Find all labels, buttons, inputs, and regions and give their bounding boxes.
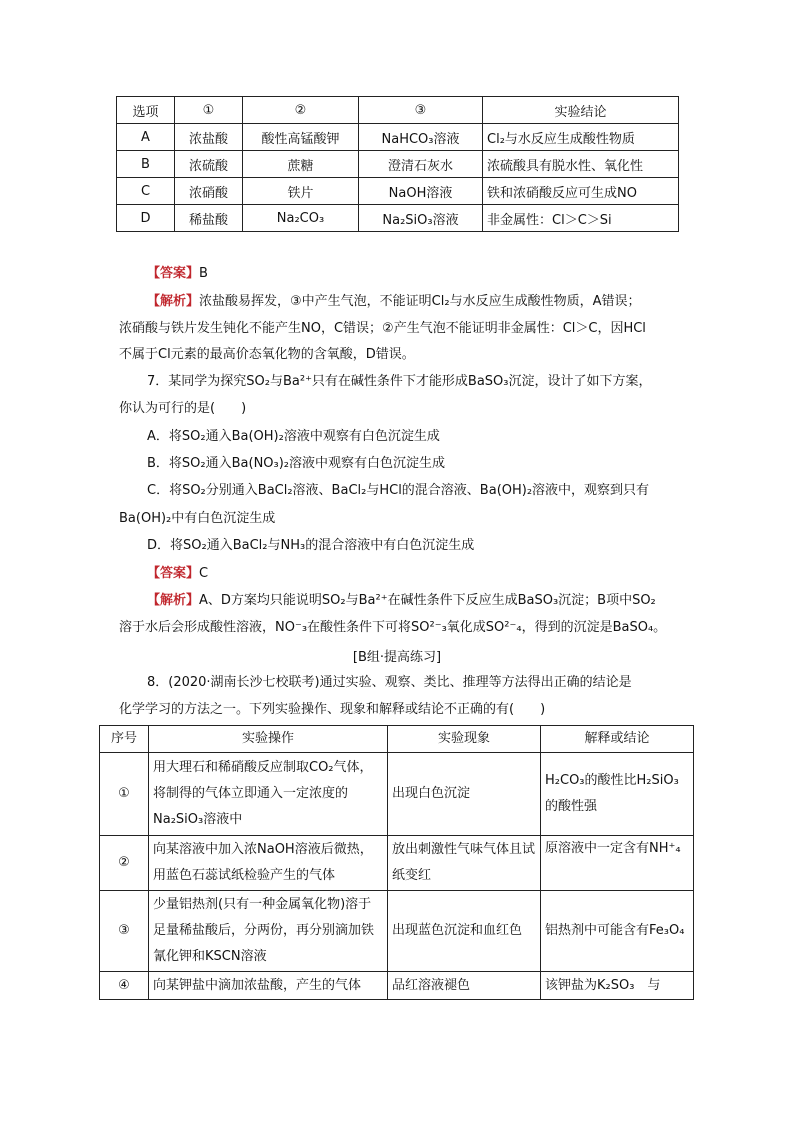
analysis-text: A、D方案均只能说明SO₂与Ba²⁺在碱性条件下反应生成BaSO₃沉淀；B项中SO₂ (199, 593, 656, 608)
analysis-line (147, 293, 640, 311)
table-row (100, 753, 694, 836)
table-cell: NaOH溶液 (359, 178, 483, 205)
table-row (117, 205, 679, 232)
table-cell: 该钾盐为K₂SO₃ 与 (541, 972, 694, 1000)
table-row (100, 972, 694, 1000)
table-header-cell: ① (175, 97, 243, 124)
table-cell: 原溶液中一定含有NH⁺₄ (541, 836, 694, 891)
table-cell: C (117, 178, 175, 205)
table-cell: 浓硫酸 (175, 151, 243, 178)
table-cell: 酸性高锰酸钾 (243, 124, 359, 151)
table-cell: 浓硫酸具有脱水性、氧化性 (483, 151, 679, 178)
table-header-cell: 序号 (100, 726, 149, 753)
table-cell: 品红溶液褪色 (388, 972, 541, 1000)
answer-value: B (199, 266, 208, 281)
answer-value: C (199, 566, 209, 581)
table-row (100, 891, 694, 972)
question-stem: 化学学习的方法之一。下列实验操作、现象和解释或结论不正确的有( ) (119, 702, 546, 717)
table-header-cell: 实验结论 (483, 97, 679, 124)
analysis-text: 浓硝酸与铁片发生钝化不能产生NO，C错误；②产生气泡不能证明非金属性：Cl＞C，因HCl (119, 321, 646, 336)
table-cell: 向某溶液中加入浓NaOH溶液后微热，用蓝色石蕊试纸检验产生的气体 (149, 836, 388, 891)
question-stem: 你认为可行的是( ) (119, 401, 247, 416)
table-cell: 非金属性：Cl＞C＞Si (483, 205, 679, 232)
table-header-row (117, 97, 679, 124)
table-cell: 用大理石和稀硝酸反应制取CO₂气体，将制得的气体立即通入一定浓度的Na₂SiO₃溶液中 (149, 753, 388, 836)
table-row (100, 836, 694, 891)
table-cell: 稀盐酸 (175, 205, 243, 232)
table-row (117, 151, 679, 178)
table-cell: 浓盐酸 (175, 124, 243, 151)
question-stem: 8．(2020·湖南长沙七校联考)通过实验、观察、类比、推理等方法得出正确的结论是 (147, 675, 632, 690)
table-cell: H₂CO₃的酸性比H₂SiO₃的酸性强 (541, 753, 694, 836)
option-b: B．将SO₂通入Ba(NO₃)₂溶液中观察有白色沉淀生成 (147, 456, 446, 471)
table-cell: 向某钾盐中滴加浓盐酸，产生的气体 (149, 972, 388, 1000)
table-cell: 铝热剂中可能含有Fe₃O₄ (541, 891, 694, 972)
option-c: C．将SO₂分别通入BaCl₂溶液、BaCl₂与HCl的混合溶液、Ba(OH)₂溶液中，观察到只有 (147, 483, 650, 498)
table-cell: Na₂SiO₃溶液 (359, 205, 483, 232)
table-cell: ③ (100, 891, 149, 972)
table-cell: NaHCO₃溶液 (359, 124, 483, 151)
table-cell: 放出刺激性气味气体且试纸变红 (388, 836, 541, 891)
table-header-cell: ③ (359, 97, 483, 124)
analysis-tag: 【解析】 (147, 294, 200, 309)
table-cell: ④ (100, 972, 149, 1000)
table-cell: 出现蓝色沉淀和血红色 (388, 891, 541, 972)
table-cell: D (117, 205, 175, 232)
table-header-cell: 解释或结论 (541, 726, 694, 753)
table-row (117, 124, 679, 151)
answer-tag: 【答案】 (147, 566, 200, 581)
table-cell: Cl₂与水反应生成酸性物质 (483, 124, 679, 151)
table-header-cell: 选项 (117, 97, 175, 124)
analysis-line (147, 592, 656, 610)
table-cell: 浓硝酸 (175, 178, 243, 205)
table-cell: 蔗糖 (243, 151, 359, 178)
answer-tag: 【答案】 (147, 266, 200, 281)
options-table (116, 96, 679, 232)
table-cell: A (117, 124, 175, 151)
table-header-row (100, 726, 694, 753)
option-d: D．将SO₂通入BaCl₂与NH₃的混合溶液中有白色沉淀生成 (147, 538, 475, 553)
table-header-cell: ② (243, 97, 359, 124)
option-a: A．将SO₂通入Ba(OH)₂溶液中观察有白色沉淀生成 (147, 429, 440, 444)
table-cell: Na₂CO₃ (243, 205, 359, 232)
table-header-cell: 实验操作 (149, 726, 388, 753)
table-cell: 出现白色沉淀 (388, 753, 541, 836)
answer-line (147, 565, 208, 583)
table-cell: 铁和浓硝酸反应可生成NO (483, 178, 679, 205)
table-cell: 少量铝热剂(只有一种金属氧化物)溶于足量稀盐酸后，分两份，再分别滴加铁氰化钾和KSCN溶液 (149, 891, 388, 972)
table-cell: ② (100, 836, 149, 891)
table-cell: 铁片 (243, 178, 359, 205)
analysis-text: 不属于Cl元素的最高价态氧化物的含氧酸，D错误。 (119, 347, 415, 362)
option-c-continued: Ba(OH)₂中有白色沉淀生成 (119, 511, 276, 526)
table-row (117, 178, 679, 205)
table-cell: B (117, 151, 175, 178)
answer-line (147, 265, 208, 283)
experiment-table (99, 725, 694, 1000)
question-stem: 7．某同学为探究SO₂与Ba²⁺只有在碱性条件下才能形成BaSO₃沉淀，设计了如下方案， (147, 374, 652, 389)
table-cell: 澄清石灰水 (359, 151, 483, 178)
analysis-text: 浓盐酸易挥发，③中产生气泡，不能证明Cl₂与水反应生成酸性物质，A错误； (199, 294, 641, 309)
table-header-cell: 实验现象 (388, 726, 541, 753)
analysis-text: 溶于水后会形成酸性溶液，NO⁻₃在酸性条件下可将SO²⁻₃氧化成SO²⁻₄，得到的沉淀是BaSO₄。 (119, 620, 667, 635)
analysis-tag: 【解析】 (147, 593, 200, 608)
section-heading: [B组·提高练习] (352, 650, 442, 665)
table-cell: ① (100, 753, 149, 836)
